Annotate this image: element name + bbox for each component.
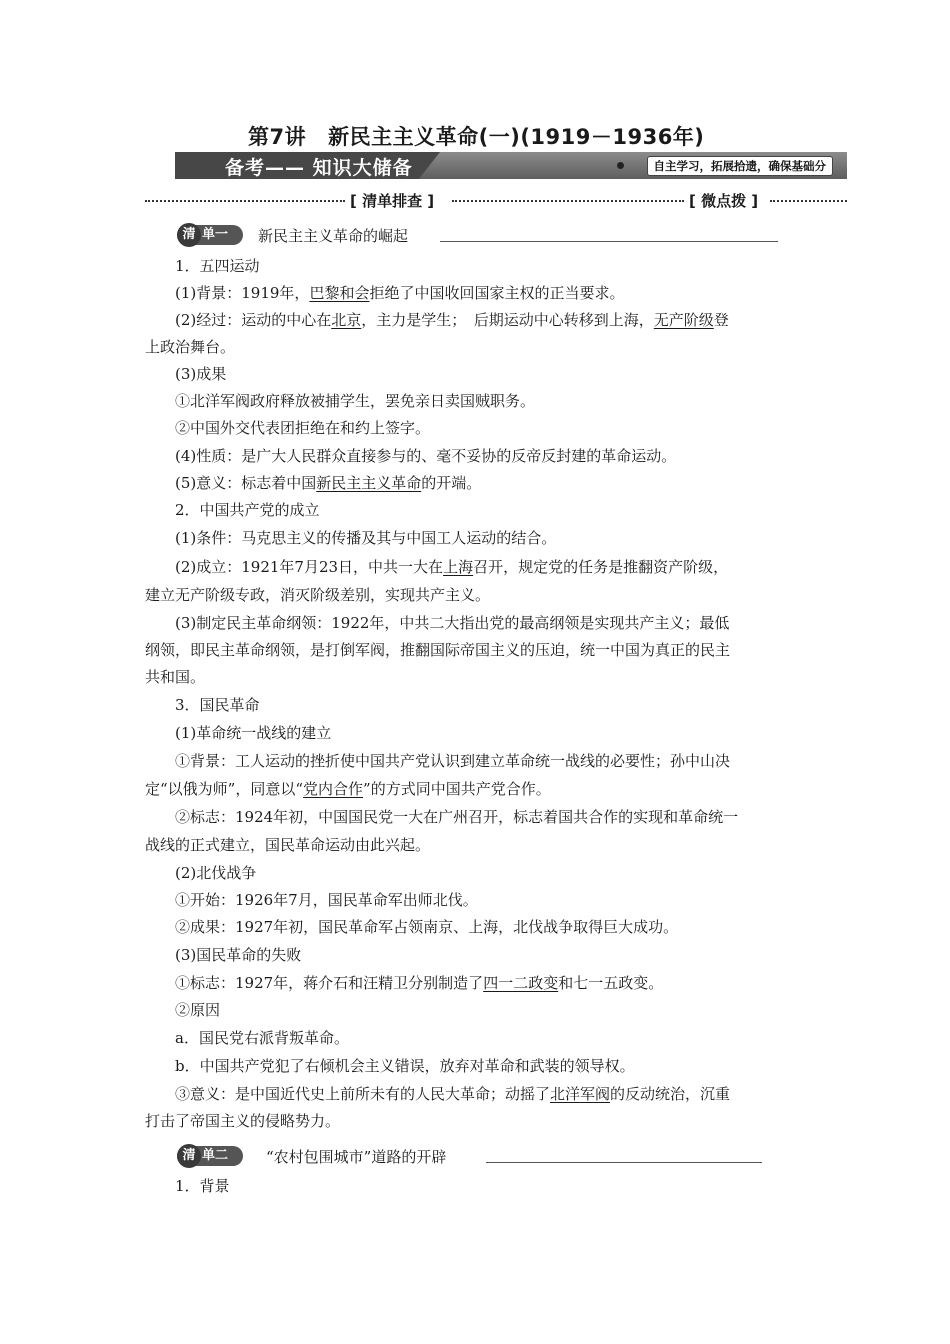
text-line: (2)北伐战争 [175, 864, 257, 882]
column-heading-checklist: [ 清单排查 ] [350, 192, 435, 210]
key-term: 四一二政变 [483, 974, 559, 992]
text-line: (2)经过：运动的中心在北京，主力是学生； 后期运动中心转移到上海，无产阶级登 [175, 311, 729, 329]
bullet-icon [617, 162, 624, 169]
text-line: 1．背景 [175, 1177, 230, 1195]
text-line: (1)条件：马克思主义的传播及其与中国工人运动的结合。 [175, 529, 557, 547]
key-term: 无产阶级 [653, 311, 714, 329]
text-line: (1)背景：1919年，巴黎和会拒绝了中国收回国家主权的正当要求。 [175, 284, 625, 302]
key-term: 新民主主义革命 [316, 474, 422, 492]
text-line: ③意义：是中国近代史上前所未有的人民大革命；动摇了北洋军阀的反动统治，沉重 [175, 1085, 731, 1103]
text-line: ①背景：工人运动的挫折使中国共产党认识到建立革命统一战线的必要性；孙中山决 [175, 752, 731, 770]
lecture-number: 第7讲 [248, 125, 307, 149]
dotted-divider [145, 200, 345, 202]
text-line: (3)国民革命的失败 [175, 946, 302, 964]
text-line: 2．中国共产党的成立 [175, 501, 320, 519]
text-line: ①北洋军阀政府释放被捕学生，罢免亲日卖国贼职务。 [175, 392, 536, 410]
list-title-1: 新民主主义革命的崛起 [258, 227, 409, 245]
text-line: 上政治舞台。 [145, 338, 236, 356]
text-line: b．中国共产党犯了右倾机会主义错误，放弃对革命和武装的领导权。 [175, 1057, 635, 1075]
page-title [248, 121, 704, 151]
text-line: (5)意义：标志着中国新民主主义革命的开端。 [175, 474, 482, 492]
dotted-divider [770, 200, 847, 202]
dotted-divider [452, 200, 684, 202]
text-line: 1．五四运动 [175, 257, 260, 275]
text-line: ②原因 [175, 1001, 221, 1019]
text-line: (2)成立：1921年7月23日，中共一大在上海召开，规定党的任务是推翻资产阶级， [175, 558, 729, 576]
title-rule [440, 241, 778, 242]
key-term: 巴黎和会 [309, 284, 370, 302]
banner-title: 备考—— 知识大储备 [225, 157, 413, 179]
list-badge-2: 清 单二 [177, 1144, 243, 1168]
column-heading-tips: [ 微点拨 ] [689, 192, 759, 210]
title-rule [486, 1162, 762, 1163]
key-term: 党内合作 [303, 780, 364, 798]
text-line: ②标志：1924年初，中国国民党一大在广州召开，标志着国共合作的实现和革命统一 [175, 808, 739, 826]
text-line: (4)性质：是广大人民群众直接参与的、毫不妥协的反帝反封建的革命运动。 [175, 447, 677, 465]
text-line: ①标志：1927年，蒋介石和汪精卫分别制造了四一二政变和七一五政变。 [175, 974, 664, 992]
text-line: (3)成果 [175, 365, 227, 383]
list-title-2: “农村包围城市”道路的开辟 [266, 1148, 447, 1166]
text-line: 打击了帝国主义的侵略势力。 [145, 1112, 341, 1130]
text-line: (3)制定民主革命纲领：1922年，中共二大指出党的最高纲领是实现共产主义；最低 [175, 614, 730, 632]
text-line: (1)革命统一战线的建立 [175, 724, 332, 742]
banner-subtitle: 自主学习，拓展拾遗，确保基础分 [647, 156, 834, 176]
key-term: 上海 [443, 558, 474, 576]
text-line: a．国民党右派背叛革命。 [175, 1029, 349, 1047]
list-badge-1: 清 单一 [177, 223, 243, 247]
key-term: 北京 [331, 311, 362, 329]
text-line: ①开始：1926年7月，国民革命军出师北伐。 [175, 891, 478, 909]
text-line: 共和国。 [145, 668, 206, 686]
text-line: 3．国民革命 [175, 696, 260, 714]
text-line: 定“以俄为师”，同意以“党内合作”的方式同中国共产党合作。 [145, 780, 551, 798]
section-banner [175, 152, 847, 179]
text-line: 战线的正式建立，国民革命运动由此兴起。 [145, 836, 431, 854]
text-line: ②中国外交代表团拒绝在和约上签字。 [175, 419, 431, 437]
key-term: 北洋军阀 [550, 1085, 611, 1103]
lecture-title: 新民主主义革命(一)(1919－1936年) [328, 125, 705, 149]
text-line: ②成果：1927年初，国民革命军占领南京、上海，北伐战争取得巨大成功。 [175, 918, 679, 936]
text-line: 建立无产阶级专政，消灭阶级差别，实现共产主义。 [145, 586, 491, 604]
text-line: 纲领，即民主革命纲领，是打倒军阀，推翻国际帝国主义的压迫，统一中国为真正的民主 [145, 641, 731, 659]
